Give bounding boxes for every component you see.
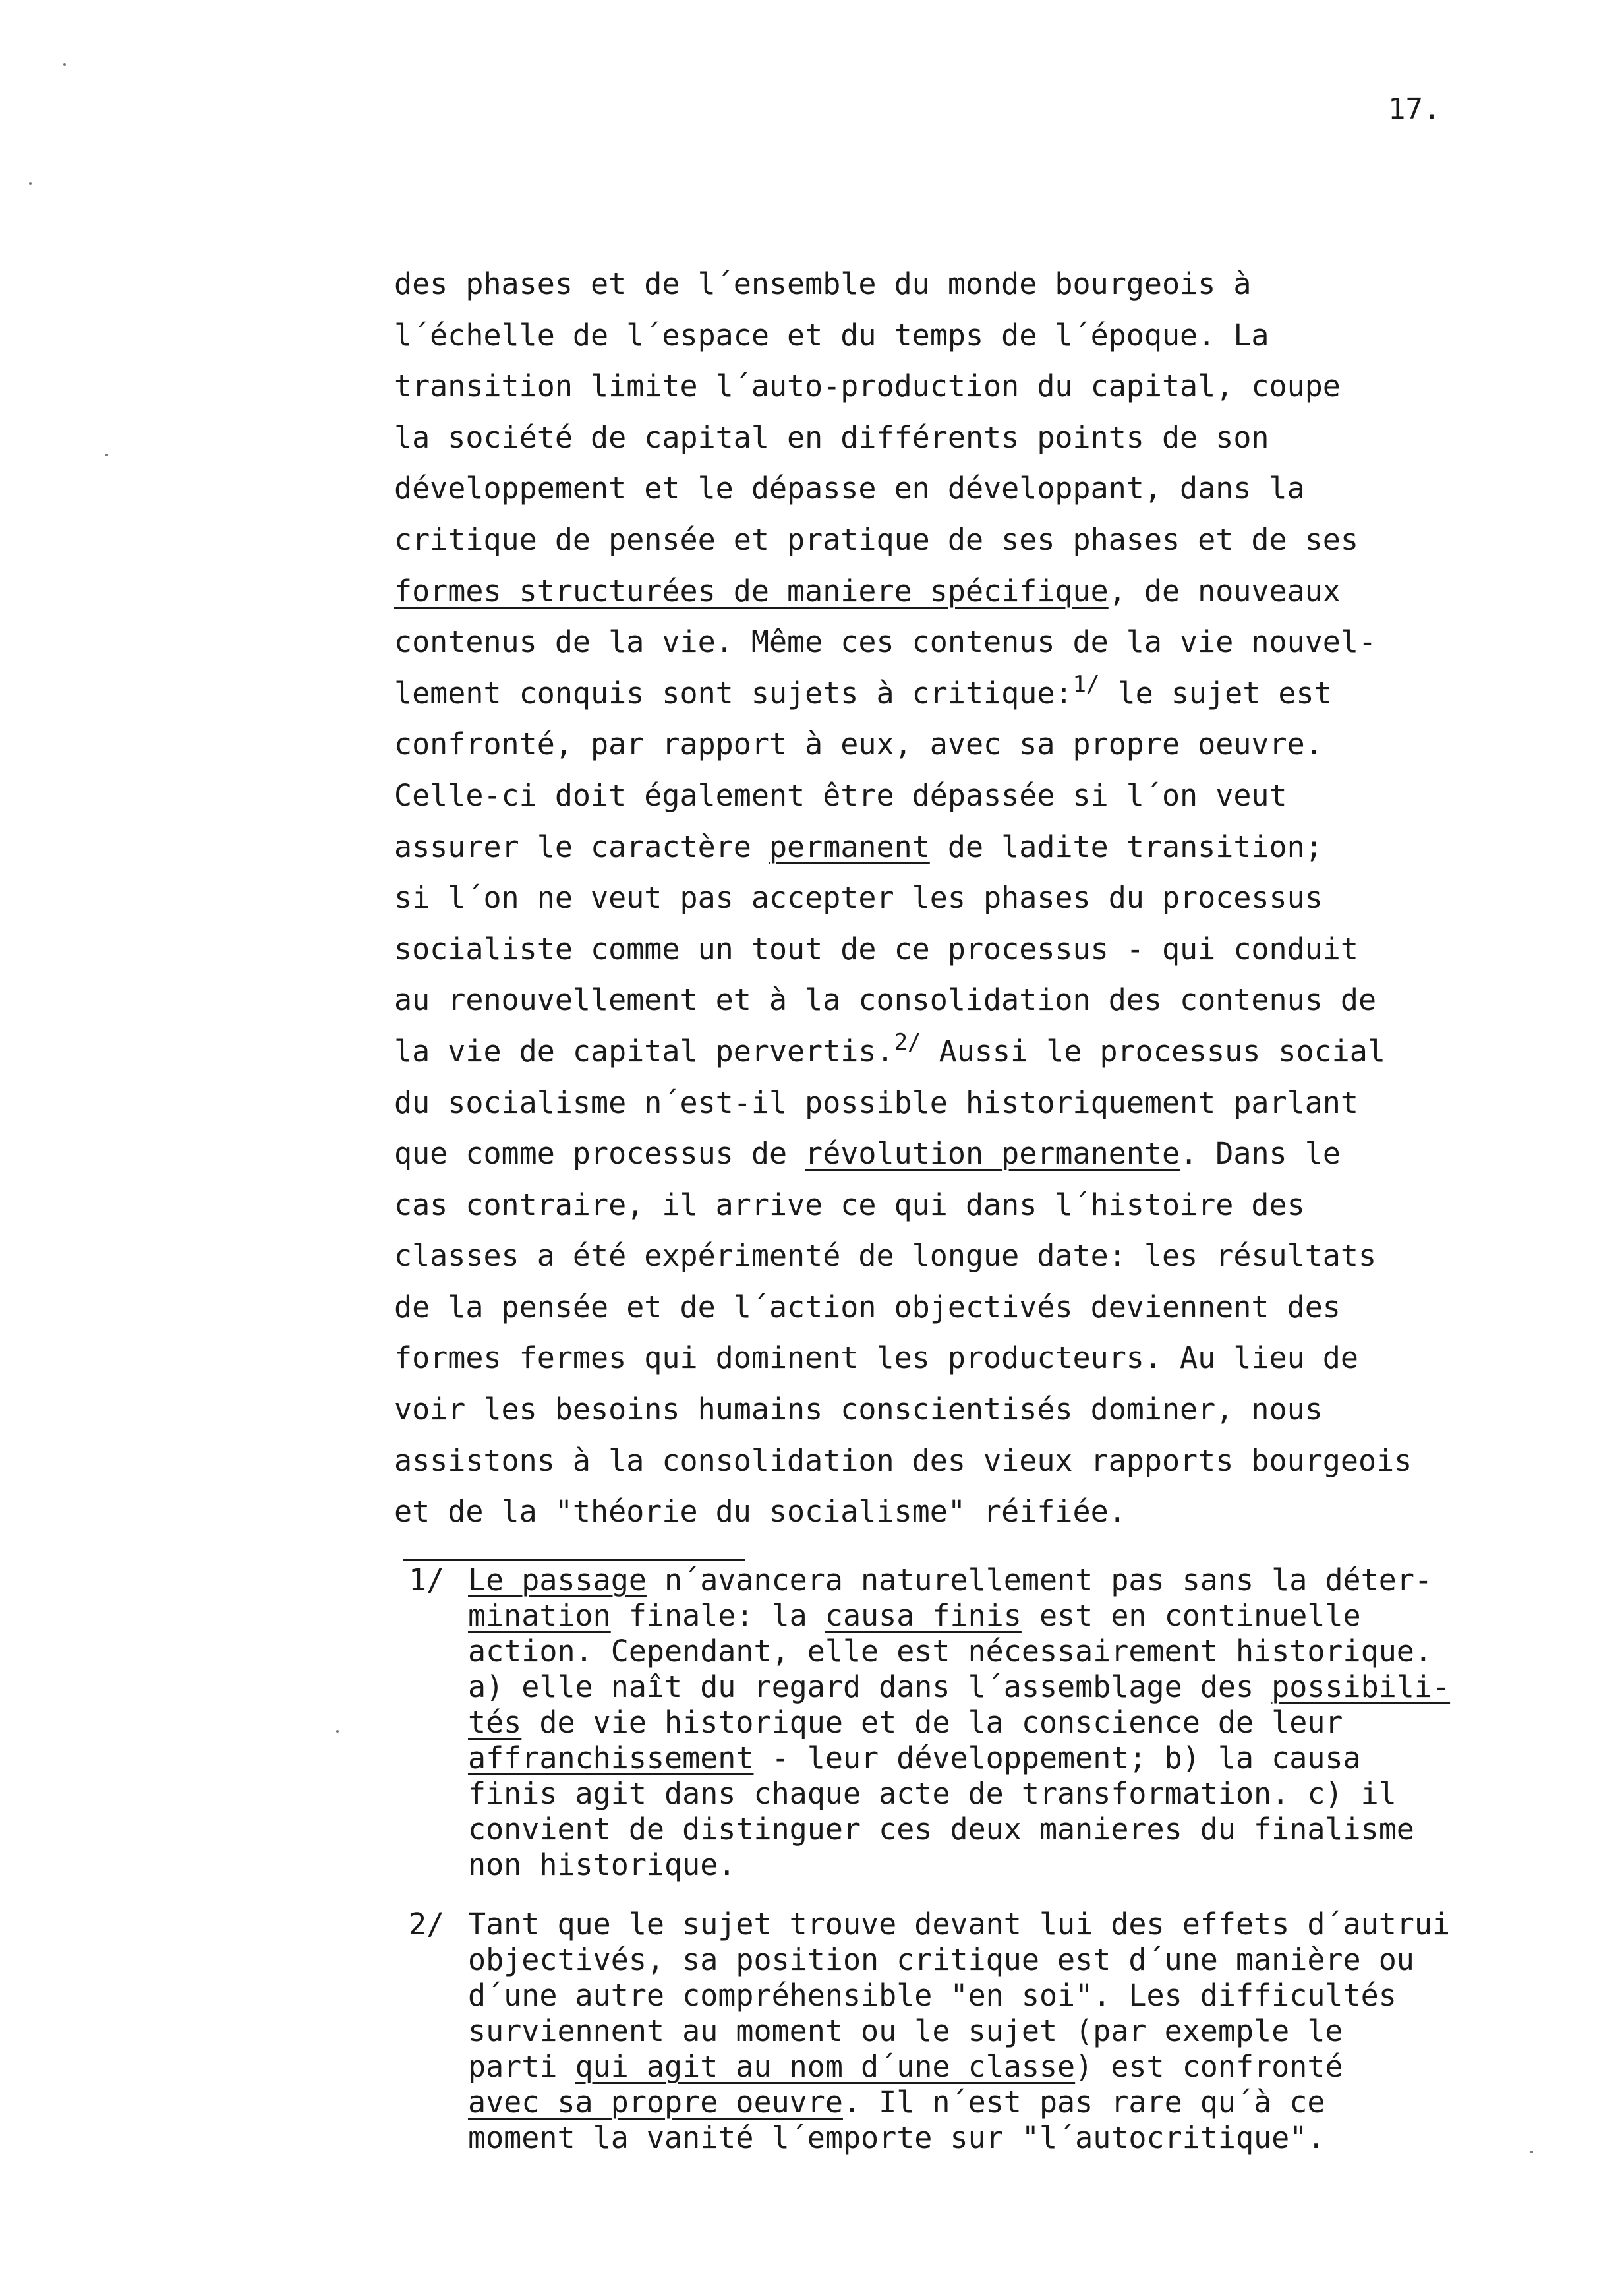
footnote <box>409 1562 1569 1883</box>
text-run: convient de distinguer ces deux manieres du finalisme <box>468 1812 1414 1847</box>
scan-speck <box>105 454 108 456</box>
text-run: d´une autre compréhensible "en soi". Les difficultés <box>468 1978 1397 2013</box>
footnote-line <box>468 2013 1569 2049</box>
text-run: action. Cependant, elle est nécessairement historique. <box>468 1634 1432 1669</box>
body-line <box>394 361 1541 412</box>
underlined-text: possibili- <box>1271 1669 1451 1704</box>
text-run: n´avancera naturellement pas sans la déter- <box>646 1562 1432 1597</box>
text-run: le sujet est <box>1099 675 1332 711</box>
footnote-line <box>468 1598 1569 1634</box>
body-line <box>394 258 1541 310</box>
scan-speck <box>336 1730 339 1733</box>
footnote-line <box>468 1812 1569 1847</box>
body-line <box>394 1282 1541 1333</box>
text-run: critique de pensée et pratique de ses phases et de ses <box>394 521 1358 557</box>
text-run: objectivés, sa position critique est d´une manière ou <box>468 1942 1414 1977</box>
text-run: de la pensée et de l´action objectivés deviennent des <box>394 1289 1341 1324</box>
page-number: 17. <box>1388 92 1441 126</box>
body-line <box>394 1435 1541 1487</box>
body-line <box>394 514 1541 566</box>
underlined-text: mination <box>468 1598 611 1633</box>
body-line <box>394 1179 1541 1231</box>
body-line <box>394 668 1541 719</box>
footnotes <box>409 1562 1569 2156</box>
text-run: voir les besoins humains conscientisés dominer, nous <box>394 1392 1323 1427</box>
scan-speck <box>29 182 32 185</box>
text-run: classes a été expérimenté de longue date: les résultats <box>394 1238 1377 1274</box>
body-line <box>394 616 1541 668</box>
footnote-line <box>468 1907 1569 1942</box>
underlined-text: permanent <box>768 829 930 864</box>
text-run: développement et le dépasse en développant, dans la <box>394 471 1305 506</box>
footnote-line <box>468 1847 1569 1883</box>
text-run: confronté, par rapport à eux, avec sa propre oeuvre. <box>394 727 1323 762</box>
text-run: transition limite l´auto-production du capital, coupe <box>394 369 1341 404</box>
body-text <box>394 258 1541 1537</box>
text-run: et de la "théorie du socialisme" réifiée. <box>394 1494 1126 1530</box>
body-line <box>394 821 1541 873</box>
text-run: a) elle naît du regard dans l´assemblage des <box>468 1669 1272 1704</box>
text-run: , de nouveaux <box>1108 573 1341 609</box>
text-run: formes fermes qui dominent les producteurs. Au lieu de <box>394 1340 1358 1376</box>
text-run: de ladite transition; <box>929 829 1323 864</box>
text-run: l´échelle de l´espace et du temps de l´époque. La <box>394 317 1269 353</box>
text-run: Tant que le sujet trouve devant lui des effets d´autrui <box>468 1907 1451 1942</box>
body-line <box>394 719 1541 770</box>
underlined-text: révolution permanente <box>805 1136 1180 1172</box>
footnote-line <box>468 1740 1569 1776</box>
text-run: assistons à la consolidation des vieux rapports bourgeois <box>394 1442 1412 1478</box>
underlined-text: causa finis <box>825 1598 1022 1633</box>
footnote-reference: 2/ <box>894 1028 921 1055</box>
body-line <box>394 1026 1541 1077</box>
text-run: . Il n´est pas rare qu´à ce <box>842 2085 1325 2120</box>
body-line <box>394 412 1541 463</box>
scan-speck <box>63 63 66 66</box>
body-line <box>394 1077 1541 1129</box>
footnote <box>409 1907 1569 2156</box>
body-line <box>394 1128 1541 1179</box>
underlined-text: avec sa propre oeuvre <box>468 2085 843 2120</box>
underlined-text: affranchissement <box>468 1740 754 1775</box>
text-run: la vie de capital pervertis. <box>394 1033 894 1069</box>
body-line <box>394 770 1541 821</box>
footnote-marker: 1/ <box>409 1562 445 1597</box>
text-run: moment la vanité l´emporte sur "l´autocritique". <box>468 2120 1325 2155</box>
footnote-reference: 1/ <box>1072 670 1100 698</box>
body-line <box>394 872 1541 924</box>
underlined-text: qui agit au nom d´une classe <box>575 2049 1076 2084</box>
footnote-line <box>468 2049 1569 2085</box>
body-line <box>394 566 1541 617</box>
text-run: lement conquis sont sujets à critique: <box>394 675 1073 711</box>
text-run: surviennent au moment ou le sujet (par exemple le <box>468 2013 1343 2048</box>
body-line <box>394 1230 1541 1282</box>
text-run: du socialisme n´est-il possible historiquement parlant <box>394 1085 1358 1120</box>
scan-speck <box>1530 2151 1533 2153</box>
body-line <box>394 1486 1541 1537</box>
text-run: est en continuelle <box>1021 1598 1361 1633</box>
underlined-text: tés <box>468 1705 522 1740</box>
underlined-text: formes structurées de maniere spécifique <box>394 573 1109 609</box>
text-run: de vie historique et de la conscience de leur <box>521 1705 1343 1740</box>
footnote-line <box>468 1978 1569 2013</box>
body-line <box>394 310 1541 361</box>
text-run: la société de capital en différents points de son <box>394 419 1269 455</box>
body-line <box>394 1332 1541 1384</box>
text-run: finale: la <box>610 1598 825 1633</box>
text-run: contenus de la vie. Même ces contenus de la vie nouvel- <box>394 624 1377 660</box>
text-run: Celle-ci doit également être dépassée si l´on veut <box>394 777 1287 813</box>
body-line <box>394 924 1541 975</box>
text-run: assurer le caractère <box>394 829 769 864</box>
footnote-line <box>468 1634 1569 1669</box>
text-run: si l´on ne veut pas accepter les phases du processus <box>394 880 1323 916</box>
text-run: non historique. <box>468 1847 736 1882</box>
footnote-spacer <box>409 1883 1569 1907</box>
text-run: ) est confronté <box>1075 2049 1343 2084</box>
text-run: des phases et de l´ensemble du monde bourgeois à <box>394 266 1252 301</box>
footnote-line <box>468 1562 1569 1598</box>
body-line <box>394 1384 1541 1435</box>
text-run: - leur développement; b) la causa <box>753 1740 1361 1775</box>
text-run: cas contraire, il arrive ce qui dans l´histoire des <box>394 1187 1305 1222</box>
footnote-line <box>468 1776 1569 1812</box>
text-run: au renouvellement et à la consolidation des contenus de <box>394 982 1377 1018</box>
body-line <box>394 974 1541 1026</box>
footnote-marker: 2/ <box>409 1907 445 1942</box>
footnote-line <box>468 2120 1569 2156</box>
text-run: Aussi le processus social <box>921 1033 1385 1069</box>
text-run: socialiste comme un tout de ce processus - qui conduit <box>394 931 1358 966</box>
footnote-line <box>468 1669 1569 1705</box>
footnote-line <box>468 2085 1569 2120</box>
body-line <box>394 463 1541 514</box>
text-run: que comme processus de <box>394 1136 805 1172</box>
underlined-text: Le passage <box>468 1562 647 1597</box>
text-run: finis agit dans chaque acte de transformation. c) il <box>468 1776 1397 1811</box>
text-run: . Dans le <box>1180 1136 1341 1172</box>
footnote-line <box>468 1942 1569 1978</box>
footnote-line <box>468 1705 1569 1740</box>
footnote-separator <box>403 1559 745 1561</box>
text-run: parti <box>468 2049 575 2084</box>
